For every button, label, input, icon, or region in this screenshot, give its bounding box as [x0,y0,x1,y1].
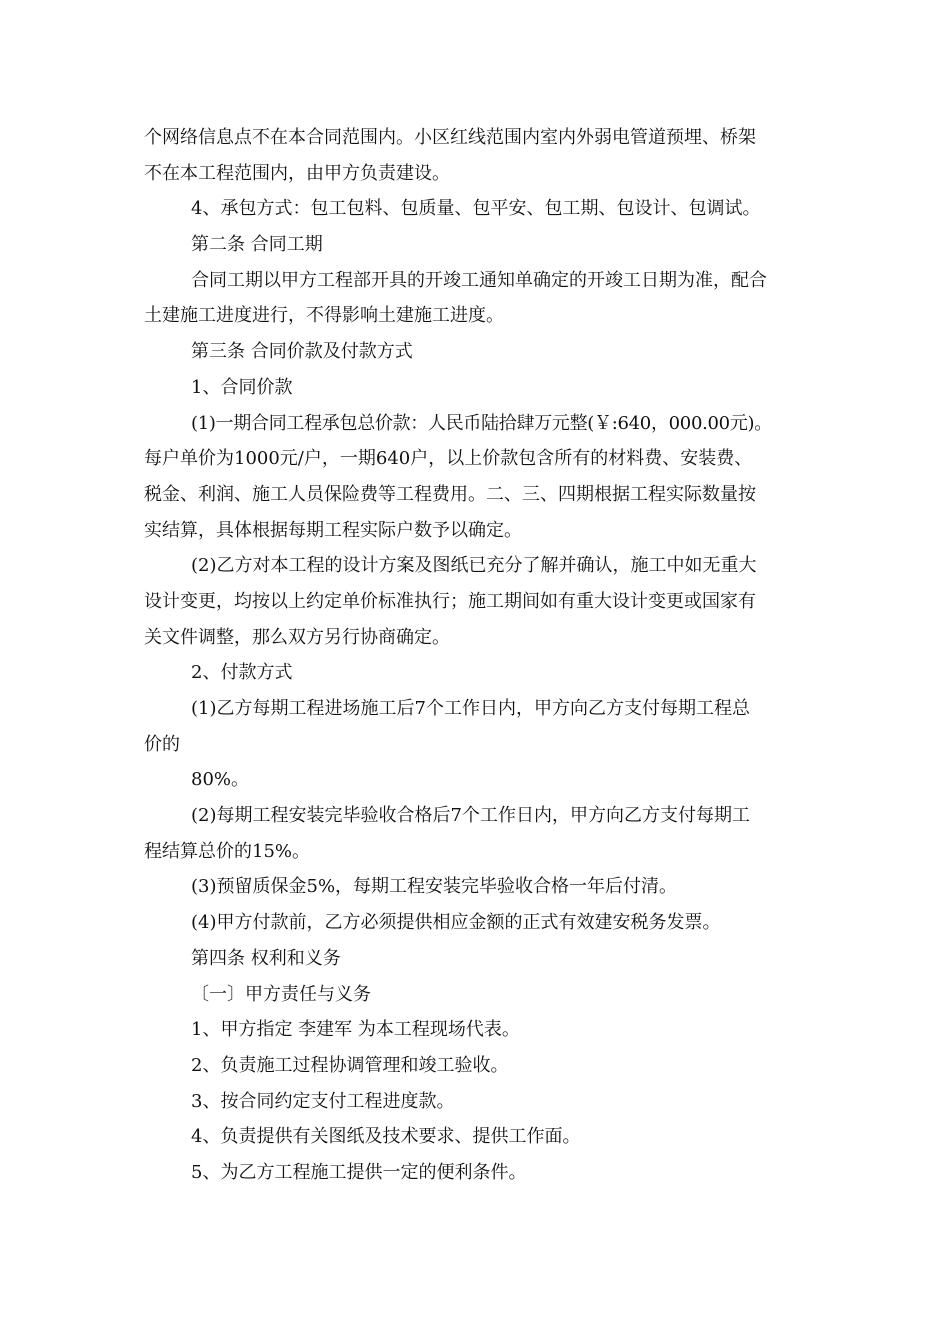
document-line: 实结算，具体根据每期工程实际户数予以确定。 [144,519,522,541]
document-line: 5、为乙方工程施工提供一定的便利条件。 [191,1161,527,1183]
document-line: 每户单价为1000元/户，一期640户，以上价款包含所有的材料费、安装费、 [144,448,753,470]
document-line: 第二条 合同工期 [191,234,323,256]
document-line: (1)一期合同工程承包总价款：人民币陆拾肆万元整(￥:640，000.00元)。 [191,412,772,434]
document-line: 土建施工进度进行，不得影响土建施工进度。 [144,305,504,327]
document-line: 程结算总价的15%。 [144,840,311,862]
document-line: 关文件调整，那么双方另行协商确定。 [144,626,450,648]
document-line: 1、合同价款 [191,376,293,398]
document-line: 〔一〕甲方责任与义务 [191,983,371,1005]
document-line: (4)甲方付款前，乙方必须提供相应金额的正式有效建安税务发票。 [191,912,721,934]
document-line: (2)每期工程安装完毕验收合格后7个工作日内，甲方向乙方支付每期工 [191,805,750,827]
document-line: (2)乙方对本工程的设计方案及图纸已充分了解并确认，施工中如无重大 [191,555,757,577]
document-line: 个网络信息点不在本合同范围内。小区红线范围内室内外弱电管道预埋、桥架 [144,127,756,148]
document-line: 第三条 合同价款及付款方式 [191,341,413,363]
document-line: 80%。 [191,769,250,791]
document-line: (3)预留质保金5%，每期工程安装完毕验收合格一年后付清。 [191,876,678,898]
contract-text-block [144,120,824,1191]
document-line: (1)乙方每期工程进场施工后7个工作日内，甲方向乙方支付每期工程总 [191,698,750,719]
document-line: 4、承包方式：包工包料、包质量、包平安、包工期、包设计、包调试。 [191,198,761,220]
document-line: 2、负责施工过程协调管理和竣工验收。 [191,1054,509,1076]
document-line: 1、甲方指定 李建军 为本工程现场代表。 [191,1019,520,1041]
document-line: 价的 [144,733,180,755]
document-line: 4、负责提供有关图纸及技术要求、提供工作面。 [191,1126,581,1148]
document-line: 第四条 权利和义务 [191,947,341,969]
document-line: 合同工期以甲方工程部开具的开竣工通知单确定的开竣工日期为准，配合 [191,269,767,291]
document-line: 不在本工程范围内，由甲方负责建设。 [144,162,450,184]
document-line: 税金、利润、施工人员保险费等工程费用。二、三、四期根据工程实际数量按 [144,483,756,505]
document-line: 2、付款方式 [191,662,293,684]
document-line: 3、按合同约定支付工程进度款。 [191,1090,455,1112]
document-line: 设计变更，均按以上约定单价标准执行；施工期间如有重大设计变更或国家有 [144,590,756,612]
